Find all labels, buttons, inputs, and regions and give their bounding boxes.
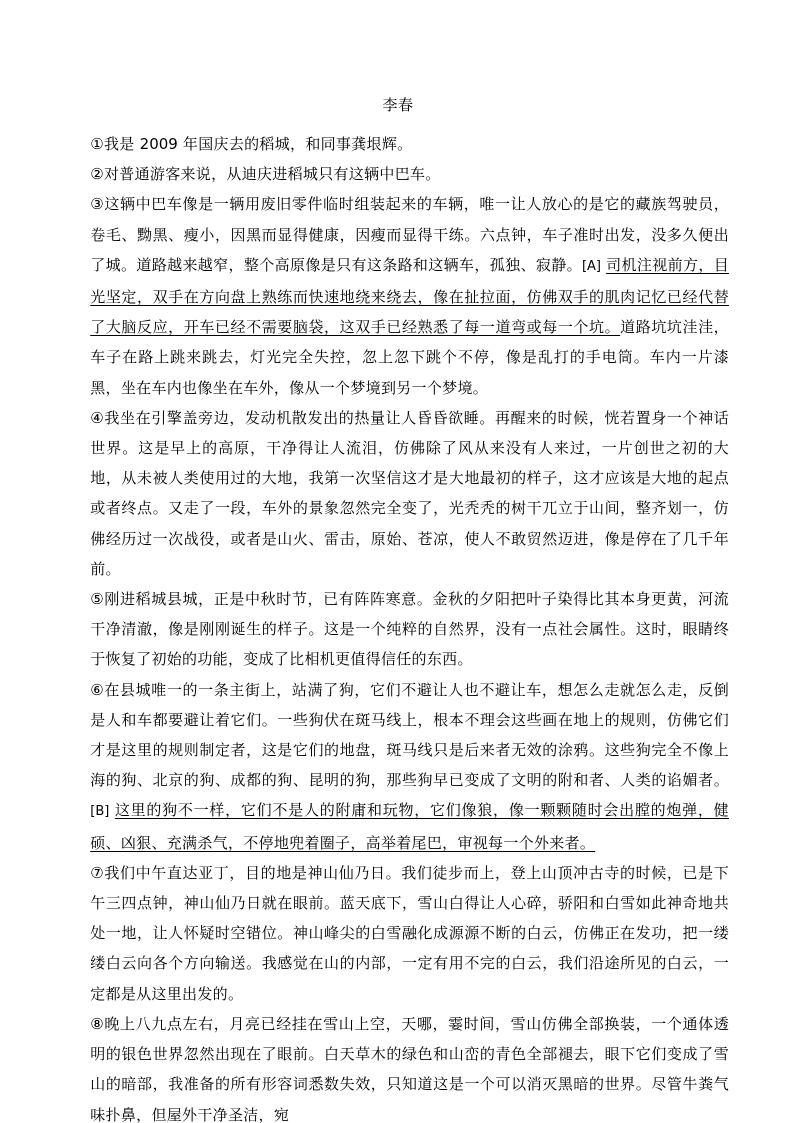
paragraph-number-3: ③: [90, 195, 105, 214]
paragraph-6: [67, 675, 729, 858]
marker-b: [B]: [90, 804, 110, 820]
paragraph-1-year: 2009: [139, 135, 178, 153]
paragraph-number-6: ⑥: [90, 680, 105, 699]
paragraph-number-8: ⑧: [90, 1014, 105, 1033]
document-content: [67, 0, 729, 1123]
paragraph-2: [67, 159, 729, 189]
underlined-passage-b: 这里的狗不一样，它们不是人的附庸和玩物，它们像狼，像一颗颗随时会出膛的炮弹，健硕、凶狠、充满杀气，不停地兜着圈子，高举着尾巴，审视每一个外来者。: [90, 801, 729, 852]
paragraph-number-4: ④: [90, 408, 105, 427]
paragraph-number-1: ①: [90, 135, 104, 153]
paragraph-4-text: 我坐在引擎盖旁边，发动机散发出的热量让人昏昏欲睡。再醒来的时候，恍若置身一个神话世界。这是早上的高原，干净得让人流泪，仿佛除了风从来没有人来过，一片创世之初的大地，从未被人类使用过的大地，我第一次坚信这才是大地最初的样子，这才应该是大地的起点或者终点。又走了一段，车外的景象忽然完全变了，光秃秃的树干兀立于山间，整齐划一，仿佛经历过一次战役，或者是山火、雷击，原始、苍凉，使人不敢贸然迈进，像是停在了几千年前。: [90, 408, 729, 578]
paragraph-5: [67, 584, 729, 675]
paragraph-number-7: ⑦: [90, 863, 105, 882]
marker-a: [A]: [581, 258, 601, 274]
paragraph-7-text: 我们中午直达亚丁，目的地是神山仙乃日。我们徒步而上，登上山顶冲古寺的时候，已是下午三四点钟，神山仙乃日就在眼前。蓝天底下，雪山白得让人心碎，骄阳和白雪如此神奇地共处一地，让人怀疑时空错位。神山峰尖的白雪融化成源源不断的白云，仿佛正在发功，把一缕缕白云向各个方向输送。我感觉在山的内部，一定有用不完的白云，我们沿途所见的白云，一定都是从这里出发的。: [90, 863, 729, 1003]
paragraph-number-5: ⑤: [90, 590, 105, 609]
paragraph-3-text-before: 这辆中巴车像是一辆用废旧零件临时组装起来的车辆，唯一让人放心的是它的藏族驾驶员，卷毛、黝黑、瘦小，因黑而显得健康，因瘦而显得干练。六点钟，车子准时出发，没多久便出了城。道路越来越窄，整个高原像是只有这条路和这辆车，孤独、寂静。: [90, 195, 729, 274]
paragraph-1: [67, 129, 729, 159]
paragraph-8: [67, 1009, 729, 1123]
paragraph-5-text: 刚进稻城县城，正是中秋时节，已有阵阵寒意。金秋的夕阳把叶子染得比其本身更黄，河流干净清澈，像是刚刚诞生的样子。这是一个纯粹的自然界，没有一点社会属性。这时，眼睛终于恢复了初始的功能，变成了比相机更值得信任的东西。: [90, 590, 729, 669]
paragraph-number-2: ②: [90, 165, 104, 184]
paragraph-1-text-before: 我是: [104, 135, 140, 153]
paragraph-6-text-before: 在县城唯一的一条主街上，站满了狗，它们不避让人也不避让车，想怎么走就怎么走，反倒是人和车都要避让着它们。一些狗伏在斑马线上，根本不理会这些画在地上的规则，仿佛它们才是这里的规则制定者，这是它们的地盘，斑马线只是后来者无效的涂鸦。这些狗完全不像上海的狗、北京的狗、成都的狗、昆明的狗，那些狗早已变成了文明的附和者、人类的谄媚者。: [90, 680, 729, 790]
paragraph-8-text: 晚上八九点左右，月亮已经挂在雪山上空，天哪，霎时间，雪山仿佛全部换装，一个通体透明的银色世界忽然出现在了眼前。白天草木的绿色和山峦的青色全部褪去，眼下它们变成了雪山的暗部，我准备的所有形容词悉数失效，只知道这是一个可以消灭黑暗的世界。尽管牛粪气味扑鼻，但屋外干净圣洁，宛: [90, 1014, 729, 1123]
paragraph-4: [67, 403, 729, 584]
paragraph-1-text-after: 年国庆去的稻城，和同事龚垠辉。: [177, 135, 413, 153]
paragraph-7: [67, 858, 729, 1009]
page-title: 李春: [382, 96, 414, 114]
underlined-passage-a: 司机注视前方，目光坚定，双手在方向盘上熟练而快速地绕来绕去，像在扯拉面，仿佛双手的肌肉记忆已经代替了大脑反应，开车已经不需要脑袋，这双手已经熟悉了每一道弯或每一个坑。: [90, 255, 729, 337]
paragraph-2-text: 对普通游客来说，从迪庆进稻城只有这辆中巴车。: [104, 165, 441, 184]
paragraph-3-text-after: 道路坑坑洼洼，车子在路上跳来跳去，灯光完全失控，忽上忽下跳个不停，像是乱打的手电筒。车内一片漆黑，坐在车内也像坐在车外，像从一个梦境到另一个梦境。: [90, 318, 729, 397]
paragraph-3: [67, 189, 729, 402]
